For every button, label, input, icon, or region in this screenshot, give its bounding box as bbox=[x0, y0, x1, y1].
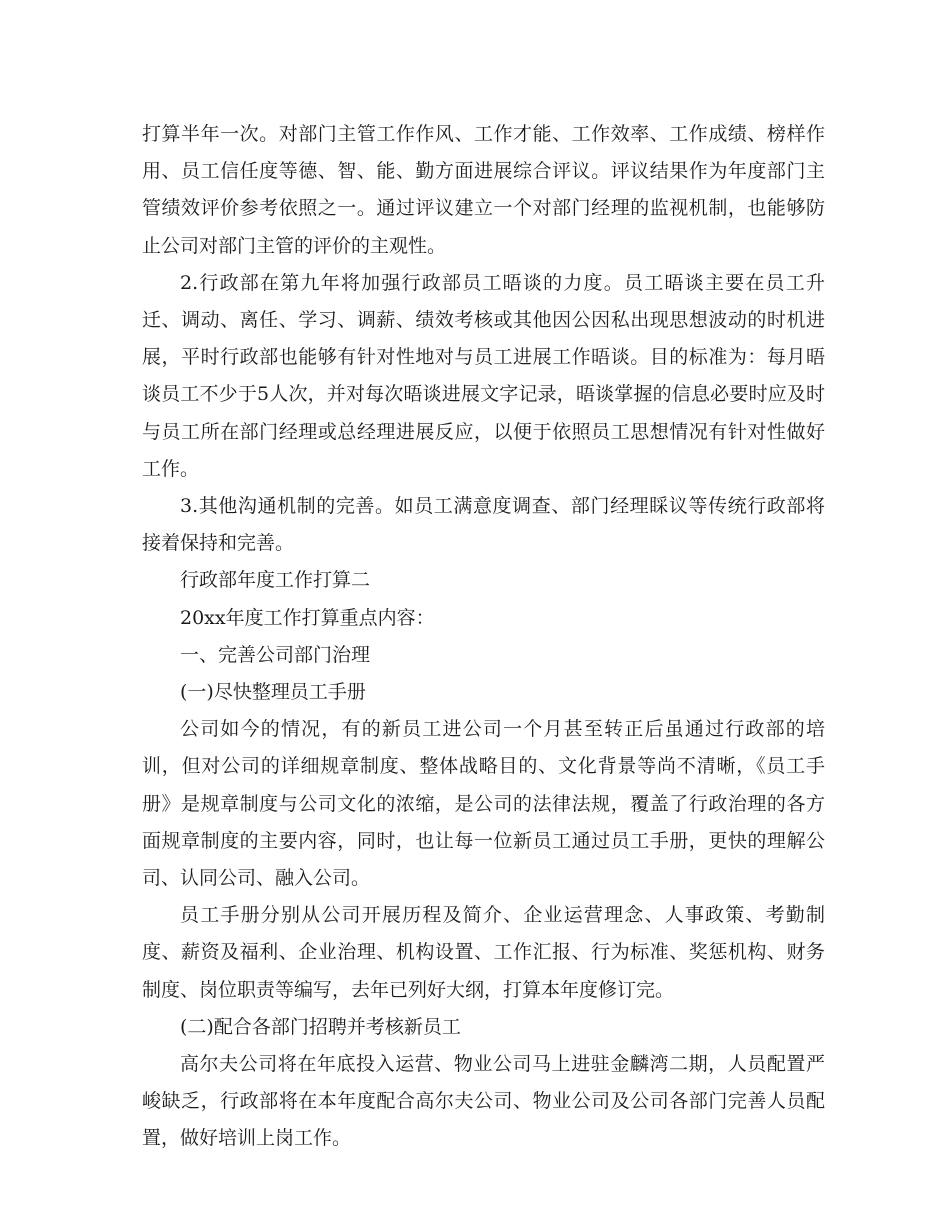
paragraph-employee-handbook: 公司如今的情况，有的新员工进公司一个月甚至转正后虽通过行政部的培训，但对公司的详细规章制度、整体战略目的、文化背景等尚不清晰，《员工手册》是规章制度与公司文化的浓缩，是公司的法律法规，覆盖了行政治理的各方面规章制度的主要内容，同时，也让每一位新员工通过员工手册，更快的理解公司、认同公司、融入公司。 bbox=[142, 718, 825, 890]
paragraph-handbook-contents: 员工手册分别从公司开展历程及简介、企业运营理念、人事政策、考勤制度、薪资及福利、企业治理、机构设置、工作汇报、行为标准、奖惩机构、财务制度、岗位职责等编写，去年已列好大纲，打算本年度修订完。 bbox=[142, 904, 825, 1001]
heading-subsection-two: (二)配合各部门招聘并考核新员工 bbox=[180, 1015, 461, 1038]
heading-section-one: 一、完善公司部门治理 bbox=[180, 643, 371, 666]
section-heading-plan-two: 行政部年度工作打算二 bbox=[180, 569, 371, 592]
paragraph-2: 2.行政部在第九年将加强行政部员工晤谈的力度。员工晤谈主要在员工升迁、调动、离任、学习、调薪、绩效考核或其他因公因私出现思想波动的时机进展，平时行政部也能够有针对性地对与员工进展工作晤谈。目的标准为：每月晤谈员工不少于5人次，并对每次晤谈进展文字记录，晤谈掌握的信息必要时应及时与员工所在部门经理或总经理进展反应，以便于依照员工思想情况有针对性做好工作。 bbox=[142, 271, 825, 480]
paragraph-recruitment: 高尔夫公司将在年底投入运营、物业公司马上进驻金麟湾二期，人员配置严峻缺乏，行政部将在本年度配合高尔夫公司、物业公司及公司各部门完善人员配置，做好培训上岗工作。 bbox=[142, 1053, 825, 1150]
heading-subsection-one: (一)尽快整理员工手册 bbox=[180, 681, 366, 704]
subheading-key-content: 20xx年度工作打算重点内容： bbox=[180, 606, 435, 629]
paragraph-1: 打算半年一次。对部门主管工作作风、工作才能、工作效率、工作成绩、榜样作用、员工信任度等德、智、能、勤方面进展综合评议。评议结果作为年度部门主管绩效评价参考依照之一。通过评议建立一个对部门经理的监视机制，也能够防止公司对部门主管的评价的主观性。 bbox=[142, 123, 825, 257]
document-body bbox=[142, 116, 825, 1158]
paragraph-3: 3.其他沟通机制的完善。如员工满意度调查、部门经理睬议等传统行政部将接着保持和完善。 bbox=[142, 495, 825, 555]
